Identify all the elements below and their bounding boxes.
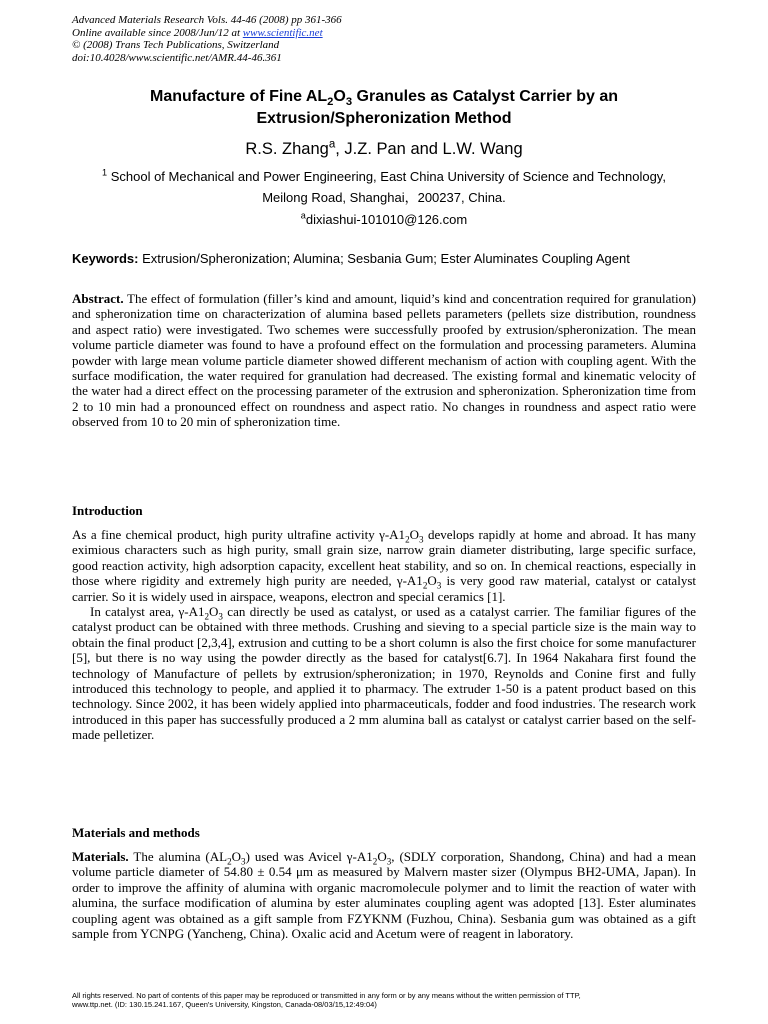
journal-header [72, 14, 342, 64]
author-email: $^a$dixiashui-101010@126.com [300, 210, 468, 227]
rights-footer: All rights reserved. No part of contents of this paper may be reproduced or transmitted in any form or by any means without the written permission of TTP, www.ttp.net. (ID: 130.15.241.167, Queen's University, Kingston, Canada-08/03/15,12:49:04) [72, 991, 581, 1009]
paper-title: Manufacture of Fine $AL_2O_3$ Granules as Catalyst Carrier by an Extrusion/Spheronization Method [149, 88, 618, 127]
intro-paragraph-1: As a fine chemical product, high purity ultrafine activity $\gamma-A1_2O_3$ develops rapidly at home and abroad. It has many eximious characters such as high purity, small grain size, narrow grain diameter distributing, large specific surface, good reaction activity, high adsorption capacity, excellent heat stability, and so on. In chemical reactions, especially in those where rigidity and extremely high purity are needed, $\gamma-A1_2O_3$ is very good raw material, catalyst or catalyst carrier. So it is widely used in airspace, weapons, electron and special ceramics [1]. [72, 527, 696, 604]
abstract: Abstract. The effect of formulation (filler’s kind and amount, liquid’s kind and concentration required for granulation) and spheronization time on characterization of alumina based pellets parameters (pellets size distribution, roundness and aspect ratio) were investigated. Two schemes were successfully proofed by extrusion/spheronization. The mean volume particle diameter was found to have a profound effect on the formulation and processing parameters. Alumina powder with large mean volume particle diameter showed different mechanism of action with coupling agent. With the surface modification, the water required for granulation had decreased. The existing formal and kinematic velocity of the water had a direct effect on the processing parameter of the extrusion and spheronization. Spheronization time from 2 to 10 min had a pronounced effect on roundness and aspect ratio. No changes in roundness and aspect ratio were observed from 10 to 20 min of spheronization time. [72, 291, 696, 430]
intro-paragraph-2: In catalyst area, $\gamma-A1_2O_3$ can directly be used as catalyst, or used as a catalyst carrier. The familiar figures of the catalyst product can be obtained with three methods. Crushing and sieving to a special particle size is the main way to obtain the final product [2,3,4], extrusion and cutting to be a short column is also the first choice for some manufacturer [5], but there is no way using the powder directly as the based for catalyst[6.7]. In 1964 Nakahara first found the technology of Manufacture of pellets by extrusion/spheronization; in 1970, Reynolds and Conine first and fully introduced this technology to people, and applied it to pharmacy. The extruder 1-50 is a patent product based on this technology. Since 2002, it has been widely applied into pharmaceuticals, fodder and food industries. The research work introduced in this paper has successfully produced a 2 mm alumina ball as catalyst or catalyst carrier based on the self-made pelletizer. [72, 604, 696, 743]
materials-methods-heading: Materials and methods [72, 825, 200, 840]
introduction-body [72, 527, 696, 743]
copyright-line: © (2008) Trans Tech Publications, Switzerland [72, 39, 280, 51]
keywords: Keywords: Extrusion/Spheronization; Alumina; Sesbania Gum; Ester Aluminates Coupling Agent [72, 251, 630, 266]
introduction-heading: Introduction [72, 503, 143, 518]
journal-citation: Advanced Materials Research Vols. 44-46 (2008) pp 361-366 [72, 14, 342, 26]
scientific-net-link[interactable]: www.scientific.net [242, 26, 323, 39]
doi-line: doi:10.4028/www.scientific.net/AMR.44-46.361 [72, 51, 282, 64]
online-availability: Online available since 2008/Jun/12 at www.scientific.net [72, 26, 323, 39]
author-list: R.S. Zhang$^a$, J.Z. Pan and L.W. Wang [245, 138, 523, 158]
materials-body: Materials. The alumina $(AL_2O_3)$ used was Avicel $\gamma-A1_2O_3$, (SDLY corporation, Shandong, China) and had a mean volume particle diameter of 54.80 ± 0.54 μm as measured by Malvern master sizer (Olympus BH2-UMA, Japan). In order to improve the affinity of alumina with organic macromolecule polymer and to limit the reaction of water with alumina, the surface modification of alumina by ester aluminates coupling agent was adopted [13]. Ester aluminates coupling agent was obtained as a gift sample from FZYKNM (Fuzhou, China). Sesbania gum was obtained as a gift sample from YCNPG (Yancheng, China). Oxalic acid and Acetum were of reagent in laboratory. [72, 849, 697, 942]
affiliation: $^1$ School of Mechanical and Power Engineering, East China University of Science and Technology, Meilong Road, Shanghai，200237, China. [102, 167, 666, 205]
